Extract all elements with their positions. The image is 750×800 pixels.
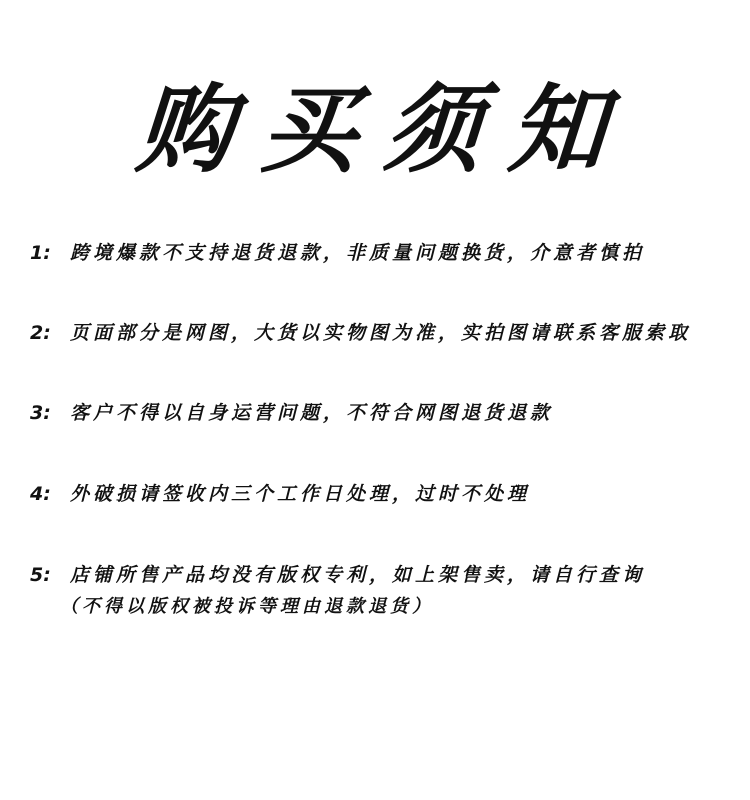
notice-item-1 [30,238,645,268]
notice-text: 店铺所售产品均没有版权专利，如上架售卖，请自行查询 [70,564,646,586]
notice-item-5-subtext: （不得以版权被投诉等理由退款退货） [60,596,434,617]
notice-item-3 [30,398,553,428]
notice-text: 客户不得以自身运营问题，不符合网图退货退款 [70,402,554,424]
notice-number: 5: [30,564,51,586]
notice-text: 跨境爆款不支持退货退款，非质量问题换货，介意者慎拍 [70,242,646,264]
page-title: 购买须知 [133,73,637,186]
notice-text: 页面部分是网图，大货以实物图为准，实拍图请联系客服索取 [70,322,692,344]
notice-number: 4: [30,483,51,505]
notice-item-5 [30,560,645,590]
notice-item-2 [30,318,691,348]
notice-text: 外破损请签收内三个工作日处理，过时不处理 [70,483,531,505]
notice-number: 1: [30,242,51,264]
notice-item-4 [30,479,530,509]
notice-number: 3: [30,402,51,424]
notice-number: 2: [30,322,51,344]
